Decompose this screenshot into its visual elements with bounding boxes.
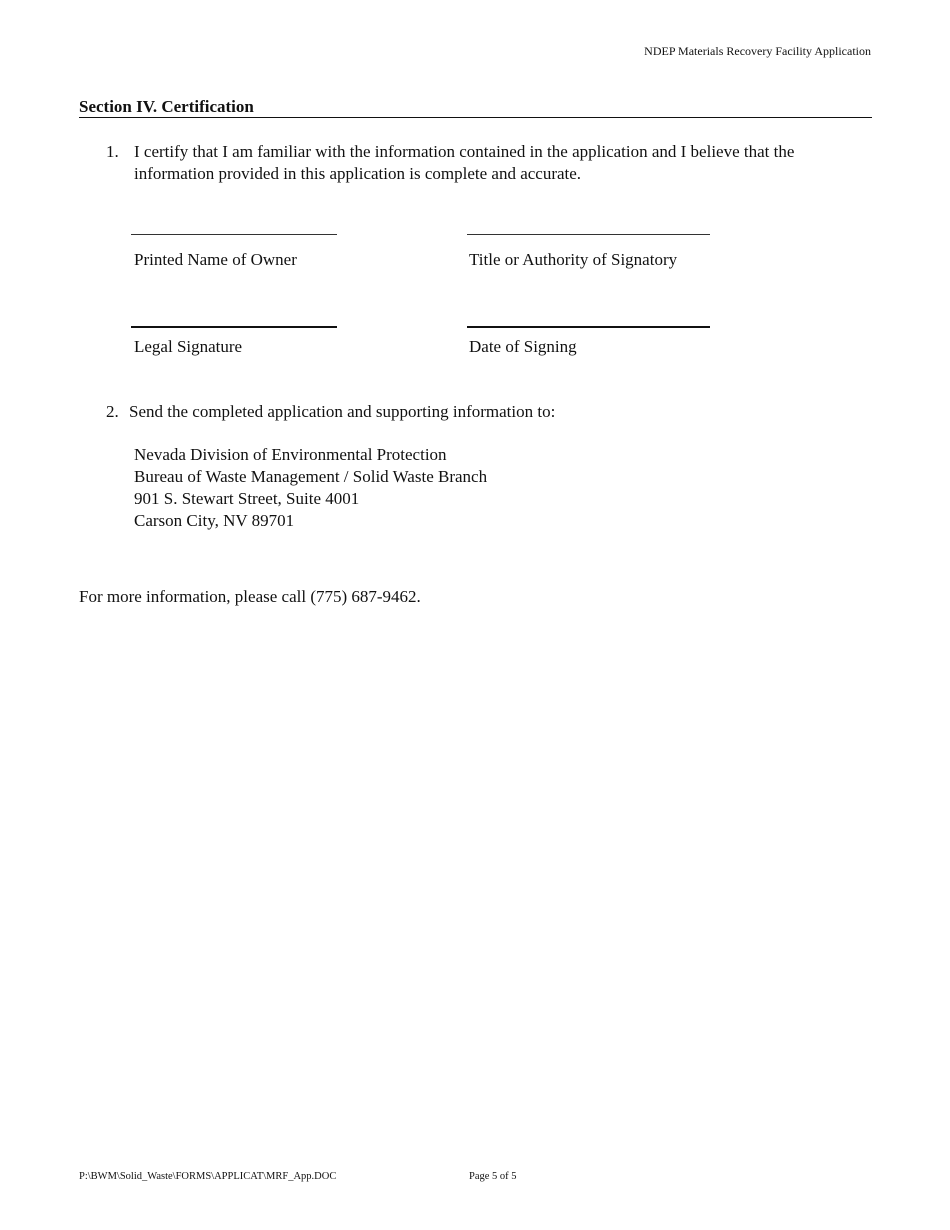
statement-line-2: information provided in this application is complete and accurate. xyxy=(134,164,582,183)
footer-file-path: P:\BWM\Solid_Waste\FORMS\APPLICAT\MRF_App.DOC xyxy=(79,1171,337,1182)
send-instructions-text: Send the completed application and supporting information to: xyxy=(129,402,556,421)
statement-line-1: I certify that I am familiar with the information contained in the application and I believe that the xyxy=(134,142,795,161)
address-line-2: Bureau of Waste Management / Solid Waste Branch xyxy=(134,467,488,486)
footer-page-number: Page 5 of 5 xyxy=(469,1171,517,1182)
date-signing-label: Date of Signing xyxy=(469,337,577,356)
printed-name-field[interactable] xyxy=(131,234,337,235)
contact-info: For more information, please call (775) 687-9462. xyxy=(79,587,421,606)
title-authority-label: Title or Authority of Signatory xyxy=(469,250,678,269)
send-instructions xyxy=(106,401,555,423)
legal-signature-label: Legal Signature xyxy=(134,337,243,356)
mailing-address xyxy=(134,444,487,532)
item-number: 1. xyxy=(106,142,119,161)
legal-signature-field[interactable] xyxy=(131,326,337,328)
address-line-3: 901 S. Stewart Street, Suite 4001 xyxy=(134,489,360,508)
section-heading: Section IV. Certification xyxy=(79,96,872,118)
page-header-title: NDEP Materials Recovery Facility Application xyxy=(644,44,871,58)
address-line-4: Carson City, NV 89701 xyxy=(134,511,295,530)
printed-name-label: Printed Name of Owner xyxy=(134,250,297,269)
certification-statement xyxy=(106,141,876,185)
item-number: 2. xyxy=(106,402,119,421)
date-signing-field[interactable] xyxy=(467,326,710,328)
address-line-1: Nevada Division of Environmental Protection xyxy=(134,445,447,464)
title-authority-field[interactable] xyxy=(467,234,710,235)
